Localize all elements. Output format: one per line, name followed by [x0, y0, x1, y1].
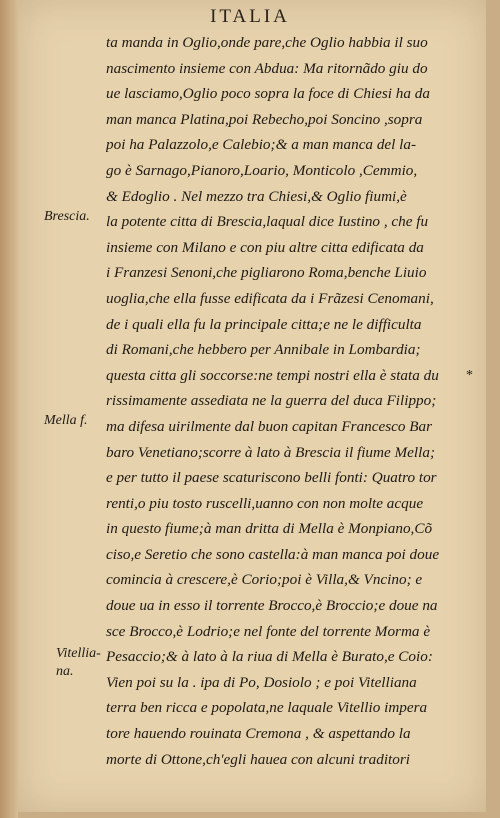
text-line: man manca Platina,poi Rebecho,poi Soncino ,sopra [106, 110, 423, 128]
text-line: go è Sarnago,Pianoro,Loario, Monticolo ,Cemmio, [106, 161, 418, 179]
text-line: & Edoglio . Nel mezzo tra Chiesi,& Oglio fiumi,è [106, 187, 407, 205]
margin-note-brescia: Brescia. [44, 209, 90, 224]
text-line: Pesaccio;& à lato à la riua di Mella è Burato,e Coio: [106, 648, 433, 666]
text-line: ciso,e Seretio che sono castella:à man manca poi doue [106, 545, 440, 563]
text-line: comincia à crescere,è Corio;poi è Villa,& Vncino; e [106, 571, 423, 589]
text-line: nascimento insieme con Abdua: Ma ritornãdo giu do [106, 59, 428, 77]
text-line: de i quali ella fu la principale citta;e ne le difficulta [106, 315, 422, 333]
text-line: renti,o piu tosto ruscelli,uanno con non molte acque [106, 494, 424, 512]
text-line: doue ua in esso il torrente Brocco,è Broccio;e doue na [106, 597, 438, 615]
text-line: e per tutto il paese scaturiscono belli fonti: Quatro tor [106, 469, 437, 487]
text-line: tore hauendo rouinata Cremona , & aspettando la [106, 725, 411, 743]
text-line: i Franzesi Senoni,che pigliarono Roma,benche Liuio [106, 264, 427, 282]
text-line: sce Brocco,è Lodrio;e nel fonte del torrente Morma è [106, 622, 431, 640]
text-line: questa citta gli soccorse:ne tempi nostri ella è stata du [106, 366, 439, 384]
text-line: insieme con Milano e con piu altre citta edificata da [106, 238, 424, 256]
marginal-asterisk: * [466, 368, 473, 383]
page-edge [0, 0, 18, 818]
text-line: in questo fiume;à man dritta di Mella è Monpiano,Cõ [106, 520, 433, 538]
text-body [106, 30, 478, 772]
margin-note-vitelliana-1: Vitellia- [56, 646, 101, 661]
text-line: uoglia,che ella fusse edificata da i Frãzesi Cenomani, [106, 289, 434, 307]
text-line: la potente citta di Brescia,laqual dice Iustino , che fu [106, 213, 429, 231]
text-line: terra ben ricca e popolata,ne laquale Vitellio impera [106, 699, 428, 717]
text-line: di Romani,che hebbero per Annibale in Lombardia; [106, 341, 421, 359]
text-line: ma difesa uirilmente dal buon capitan Francesco Bar [106, 417, 433, 435]
text-line: Vien poi su la . ipa di Po, Dosiolo ; e poi Vitelliana [106, 673, 417, 691]
text-line: rissimamente assediata ne la guerra del duca Filippo; [106, 392, 437, 410]
margin-note-mella: Mella f. [44, 413, 88, 428]
margin-note-vitelliana-2: na. [56, 664, 74, 679]
text-line: ta manda in Oglio,onde pare,che Oglio habbia il suo [106, 34, 428, 51]
text-line: poi ha Palazzolo,e Calebio;& a man manca del la- [106, 136, 417, 154]
text-line: morte di Ottone,ch'egli hauea con alcuni traditori [106, 750, 411, 768]
text-line: ue lasciamo,Oglio poco sopra la foce di Chiesi ha da [106, 85, 430, 103]
text-line: baro Venetiano;scorre à lato à Brescia il fiume Mella; [106, 443, 435, 461]
running-header: ITALIA [210, 6, 290, 27]
